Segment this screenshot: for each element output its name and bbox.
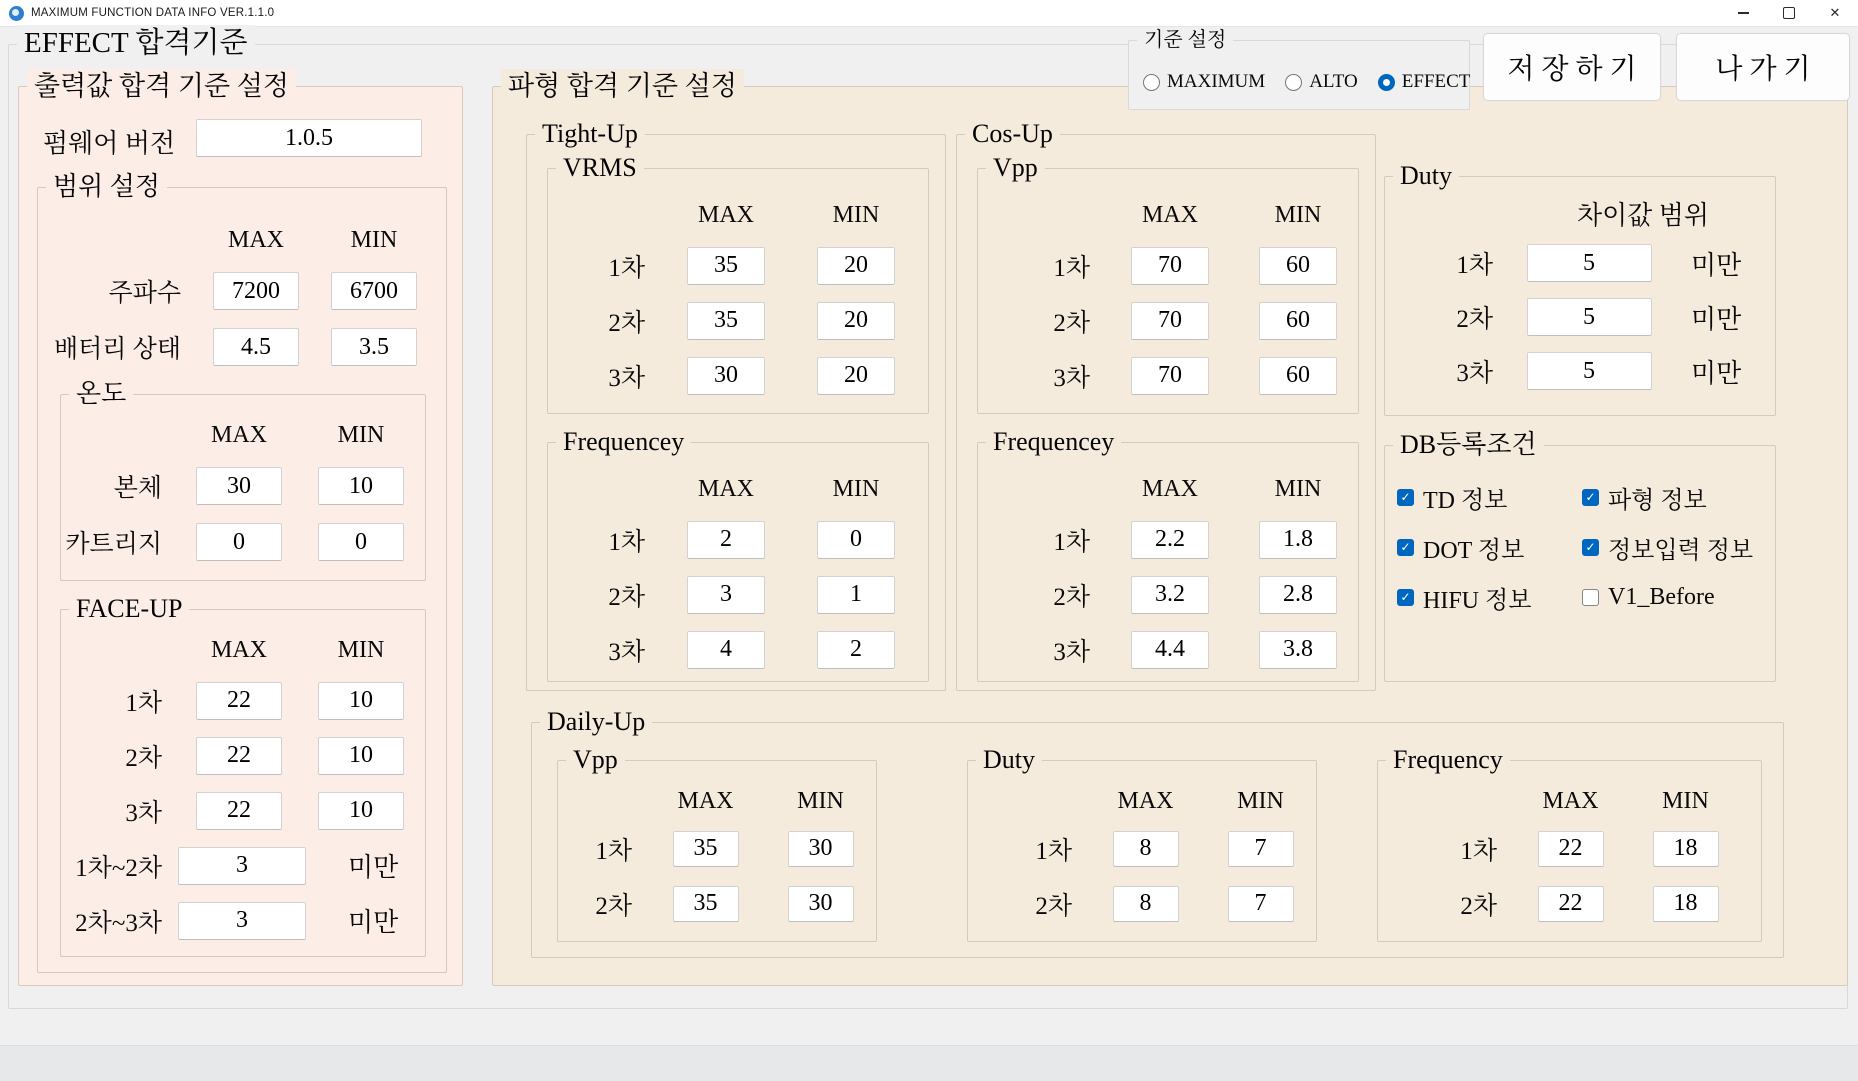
daily-vpp-1-min-input[interactable] bbox=[788, 831, 854, 867]
tight-up-vrms-group bbox=[547, 153, 929, 414]
daily-frequency-group bbox=[1377, 745, 1762, 942]
daily-vpp-2-min-input[interactable] bbox=[788, 886, 854, 922]
cos-up-frequencey-group bbox=[977, 427, 1359, 682]
less-than-label: 미만 bbox=[1691, 358, 1742, 388]
radio-maximum[interactable]: MAXIMUM bbox=[1143, 71, 1265, 93]
freq-min-input[interactable] bbox=[331, 272, 417, 310]
vpp-2-min-input[interactable] bbox=[1259, 302, 1337, 340]
output-criteria-panel bbox=[18, 71, 463, 986]
daily-freq-2-min-input[interactable] bbox=[1653, 886, 1719, 922]
radio-effect[interactable]: EFFECT bbox=[1378, 71, 1471, 93]
page-title: EFFECT 합격기준 bbox=[17, 25, 255, 61]
criteria-select-group bbox=[1128, 29, 1471, 110]
vrms-title: VRMS bbox=[556, 152, 644, 184]
less-than-label: 미만 bbox=[348, 908, 399, 937]
row-label: 2차 bbox=[608, 583, 645, 611]
vpp-1-max-input[interactable] bbox=[1131, 247, 1209, 285]
radio-icon bbox=[1285, 74, 1302, 91]
faceup-2-min-input[interactable] bbox=[318, 737, 404, 775]
save-button[interactable]: 저 장 하 기 bbox=[1483, 33, 1661, 101]
tight-freq-3-max-input[interactable] bbox=[687, 631, 765, 669]
row-label: 카트리지 bbox=[65, 531, 162, 558]
maximize-button[interactable] bbox=[1766, 0, 1812, 26]
body-temp-max-input[interactable] bbox=[196, 467, 282, 505]
faceup-1-max-input[interactable] bbox=[196, 682, 282, 720]
radio-icon bbox=[1143, 74, 1160, 91]
checkbox-v1-before[interactable]: V1_Before bbox=[1582, 584, 1777, 611]
vrms-2-max-input[interactable] bbox=[687, 302, 765, 340]
daily-frequency-title: Frequency bbox=[1386, 744, 1510, 776]
row-label: 3차 bbox=[1053, 364, 1090, 392]
daily-duty-group bbox=[967, 745, 1317, 942]
row-label: 주파수 bbox=[108, 280, 181, 307]
checkbox-dot-info[interactable]: ✓ DOT 정보 bbox=[1397, 530, 1582, 565]
tight-freq-2-min-input[interactable] bbox=[817, 576, 895, 614]
checkbox-icon bbox=[1582, 489, 1599, 506]
daily-duty-1-max-input[interactable] bbox=[1113, 831, 1179, 867]
daily-freq-1-min-input[interactable] bbox=[1653, 831, 1719, 867]
row-label: 본체 bbox=[113, 475, 162, 502]
max-header: MAX bbox=[227, 227, 284, 253]
body-temp-min-input[interactable] bbox=[318, 467, 404, 505]
faceup-3-min-input[interactable] bbox=[318, 792, 404, 830]
daily-vpp-title: Vpp bbox=[566, 744, 625, 776]
tight-up-frequencey-group bbox=[547, 427, 929, 682]
app-icon bbox=[9, 6, 24, 21]
faceup-diff12-input[interactable] bbox=[178, 847, 306, 885]
tight-up-group bbox=[526, 119, 946, 691]
firmware-input[interactable] bbox=[196, 119, 422, 157]
tight-freq-2-max-input[interactable] bbox=[687, 576, 765, 614]
max-header: MAX bbox=[210, 422, 267, 448]
faceup-group bbox=[60, 594, 426, 957]
daily-freq-1-max-input[interactable] bbox=[1538, 831, 1604, 867]
title-bar bbox=[0, 0, 1858, 27]
cos-freq-2-max-input[interactable] bbox=[1131, 576, 1209, 614]
row-label: 1차 bbox=[608, 254, 645, 282]
max-header: MAX bbox=[697, 476, 754, 502]
vpp-2-max-input[interactable] bbox=[1131, 302, 1209, 340]
tight-freq-1-min-input[interactable] bbox=[817, 521, 895, 559]
vpp-3-max-input[interactable] bbox=[1131, 357, 1209, 395]
duty-1-diff-input[interactable] bbox=[1527, 244, 1652, 282]
faceup-3-max-input[interactable] bbox=[196, 792, 282, 830]
min-header: MIN bbox=[337, 422, 385, 448]
max-header: MAX bbox=[1117, 787, 1174, 814]
vrms-1-max-input[interactable] bbox=[687, 247, 765, 285]
min-header: MIN bbox=[337, 637, 385, 663]
row-label: 2차 bbox=[595, 892, 632, 920]
window-title: MAXIMUM FUNCTION DATA INFO VER.1.1.0 bbox=[31, 7, 275, 19]
less-than-label: 미만 bbox=[1691, 304, 1742, 334]
row-label: 2차~3차 bbox=[75, 909, 162, 937]
row-label: 2차 bbox=[1053, 309, 1090, 337]
daily-duty-2-max-input[interactable] bbox=[1113, 886, 1179, 922]
max-header: MAX bbox=[1141, 476, 1198, 502]
row-label: 3차 bbox=[608, 364, 645, 392]
cos-freq-1-min-input[interactable] bbox=[1259, 521, 1337, 559]
row-label: 1차~2차 bbox=[75, 854, 162, 882]
daily-duty-title: Duty bbox=[976, 744, 1042, 776]
row-label: 3차 bbox=[1456, 360, 1493, 387]
min-header: MIN bbox=[797, 787, 844, 814]
less-than-label: 미만 bbox=[348, 853, 399, 882]
temperature-group bbox=[60, 379, 426, 581]
vpp-title: Vpp bbox=[986, 152, 1045, 184]
daily-up-group bbox=[531, 707, 1784, 958]
duty-2-diff-input[interactable] bbox=[1527, 298, 1652, 336]
vrms-1-min-input[interactable] bbox=[817, 247, 895, 285]
cos-up-vpp-group bbox=[977, 153, 1359, 414]
tight-freq-3-min-input[interactable] bbox=[817, 631, 895, 669]
checkbox-icon bbox=[1397, 489, 1414, 506]
checkbox-icon bbox=[1397, 539, 1414, 556]
maximize-icon bbox=[1783, 7, 1795, 19]
cartridge-temp-min-input[interactable] bbox=[318, 523, 404, 561]
row-label: 1차 bbox=[1053, 254, 1090, 282]
range-group-title: 범위 설정 bbox=[46, 171, 167, 203]
cos-up-group bbox=[956, 119, 1376, 691]
row-label: 1차 bbox=[1035, 837, 1072, 865]
row-label: 2차 bbox=[608, 309, 645, 337]
less-than-label: 미만 bbox=[1691, 250, 1742, 280]
cos-freq-2-min-input[interactable] bbox=[1259, 576, 1337, 614]
daily-vpp-group bbox=[557, 745, 877, 942]
checkbox-icon bbox=[1397, 589, 1414, 606]
minimize-icon bbox=[1738, 12, 1749, 14]
daily-duty-1-min-input[interactable] bbox=[1228, 831, 1294, 867]
cos-freq-3-min-input[interactable] bbox=[1259, 631, 1337, 669]
duty-group bbox=[1384, 161, 1776, 416]
row-label: 3차 bbox=[1053, 638, 1090, 666]
tight-up-title: Tight-Up bbox=[535, 118, 645, 150]
output-panel-title: 출력값 합격 기준 설정 bbox=[27, 69, 296, 103]
daily-vpp-2-max-input[interactable] bbox=[673, 886, 739, 922]
close-button[interactable] bbox=[1812, 0, 1858, 26]
row-label: 2차 bbox=[1460, 892, 1497, 920]
frequencey-title: Frequencey bbox=[986, 426, 1121, 458]
min-header: MIN bbox=[1662, 787, 1709, 814]
faceup-1-min-input[interactable] bbox=[318, 682, 404, 720]
row-label: 2차 bbox=[1053, 583, 1090, 611]
max-header: MAX bbox=[1141, 202, 1198, 228]
max-header: MAX bbox=[677, 787, 734, 814]
exit-button[interactable]: 나 가 기 bbox=[1676, 33, 1850, 101]
min-header: MIN bbox=[832, 476, 880, 502]
diff-range-header: 차이값 범위 bbox=[1576, 201, 1710, 230]
vrms-3-max-input[interactable] bbox=[687, 357, 765, 395]
cos-freq-1-max-input[interactable] bbox=[1131, 521, 1209, 559]
checkbox-input-info[interactable]: ✓ 정보입력 정보 bbox=[1582, 530, 1777, 565]
cartridge-temp-max-input[interactable] bbox=[196, 523, 282, 561]
min-header: MIN bbox=[1274, 476, 1322, 502]
row-label: 3차 bbox=[608, 638, 645, 666]
bottom-status-strip bbox=[0, 1045, 1858, 1081]
freq-max-input[interactable] bbox=[213, 272, 299, 310]
cos-up-title: Cos-Up bbox=[965, 118, 1060, 150]
row-label: 배터리 상태 bbox=[53, 336, 181, 363]
row-label: 1차 bbox=[1460, 837, 1497, 865]
row-label: 2차 bbox=[1456, 306, 1493, 333]
db-register-group bbox=[1384, 430, 1776, 682]
row-label: 2차 bbox=[1035, 892, 1072, 920]
temperature-group-title: 온도 bbox=[69, 378, 133, 410]
faceup-2-max-input[interactable] bbox=[196, 737, 282, 775]
close-icon: ✕ bbox=[1829, 5, 1841, 20]
waveform-panel-title: 파형 합격 기준 설정 bbox=[501, 69, 744, 103]
vrms-2-min-input[interactable] bbox=[817, 302, 895, 340]
daily-freq-2-max-input[interactable] bbox=[1538, 886, 1604, 922]
row-label: 1차 bbox=[608, 528, 645, 556]
vpp-1-min-input[interactable] bbox=[1259, 247, 1337, 285]
vrms-3-min-input[interactable] bbox=[817, 357, 895, 395]
faceup-diff23-input[interactable] bbox=[178, 902, 306, 940]
daily-vpp-1-max-input[interactable] bbox=[673, 831, 739, 867]
battery-max-input[interactable] bbox=[213, 328, 299, 366]
checkbox-hifu-info[interactable]: ✓ HIFU 정보 bbox=[1397, 580, 1582, 615]
row-label: 1차 bbox=[595, 837, 632, 865]
checkbox-icon bbox=[1582, 589, 1599, 606]
row-label: 2차 bbox=[125, 744, 162, 772]
checkbox-icon bbox=[1582, 539, 1599, 556]
max-header: MAX bbox=[1542, 787, 1599, 814]
daily-up-title: Daily-Up bbox=[540, 706, 652, 738]
cos-freq-3-max-input[interactable] bbox=[1131, 631, 1209, 669]
client-area bbox=[0, 26, 1858, 1080]
tight-freq-1-max-input[interactable] bbox=[687, 521, 765, 559]
min-header: MIN bbox=[350, 227, 398, 253]
checkbox-td-info[interactable]: ✓ TD 정보 bbox=[1397, 480, 1582, 515]
firmware-label: 펌웨어 버전 bbox=[43, 129, 176, 158]
radio-alto[interactable]: ALTO bbox=[1285, 71, 1358, 93]
daily-duty-2-min-input[interactable] bbox=[1228, 886, 1294, 922]
row-label: 3차 bbox=[125, 799, 162, 827]
window-controls bbox=[1720, 0, 1858, 26]
minimize-button[interactable] bbox=[1720, 0, 1766, 26]
db-register-title: DB등록조건 bbox=[1393, 429, 1544, 461]
row-label: 1차 bbox=[1053, 528, 1090, 556]
frequencey-title: Frequencey bbox=[556, 426, 691, 458]
range-group bbox=[37, 172, 447, 973]
radio-icon bbox=[1378, 74, 1395, 91]
vpp-3-min-input[interactable] bbox=[1259, 357, 1337, 395]
faceup-group-title: FACE-UP bbox=[69, 593, 189, 625]
battery-min-input[interactable] bbox=[331, 328, 417, 366]
max-header: MAX bbox=[210, 637, 267, 663]
row-label: 1차 bbox=[125, 689, 162, 717]
min-header: MIN bbox=[832, 202, 880, 228]
duty-title: Duty bbox=[1393, 160, 1459, 192]
duty-3-diff-input[interactable] bbox=[1527, 352, 1652, 390]
min-header: MIN bbox=[1274, 202, 1322, 228]
checkbox-waveform-info[interactable]: ✓ 파형 정보 bbox=[1582, 480, 1777, 515]
criteria-select-title: 기준 설정 bbox=[1137, 27, 1233, 53]
row-label: 1차 bbox=[1456, 252, 1493, 279]
max-header: MAX bbox=[697, 202, 754, 228]
min-header: MIN bbox=[1237, 787, 1284, 814]
